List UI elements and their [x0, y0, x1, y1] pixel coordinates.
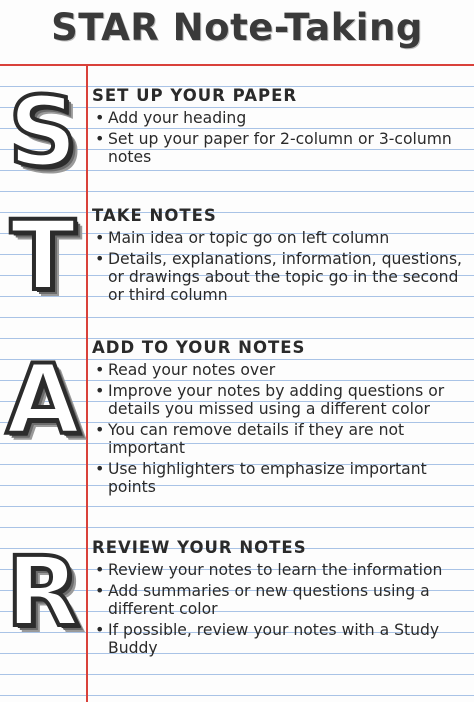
list-item: • Improve your notes by adding questions or details you missed using a different color — [92, 382, 470, 418]
section-heading: ADD TO YOUR NOTES — [92, 338, 306, 357]
list-item: • Set up your paper for 2-column or 3-column notes — [92, 130, 470, 166]
list-item: • Add your heading — [92, 109, 470, 127]
top-red-rule — [0, 64, 474, 66]
big-letter-t: T — [10, 200, 76, 312]
list-item: • Read your notes over — [92, 361, 470, 379]
section-take-notes — [92, 206, 470, 304]
section-review — [92, 538, 470, 657]
section-set-up — [92, 86, 470, 166]
list-item: • Details, explanations, information, questions, or drawings about the topic go in the second or third column — [92, 250, 470, 304]
bullet-list — [92, 561, 470, 657]
list-item: • If possible, review your notes with a Study Buddy — [92, 621, 470, 657]
bullet-list — [92, 109, 470, 166]
big-letter-r: R — [6, 536, 80, 648]
list-item: • Review your notes to learn the information — [92, 561, 470, 579]
big-letter-a: A — [5, 344, 81, 456]
list-item: • Use highlighters to emphasize important points — [92, 460, 470, 496]
list-item: • You can remove details if they are not important — [92, 421, 470, 457]
list-item: • Add summaries or new questions using a different color — [92, 582, 470, 618]
margin-red-line — [86, 64, 88, 702]
section-heading: REVIEW YOUR NOTES — [92, 538, 307, 557]
section-heading: TAKE NOTES — [92, 206, 217, 225]
list-item: • Main idea or topic go on left column — [92, 229, 470, 247]
page-title: STAR Note-Taking — [51, 6, 423, 49]
section-add-to — [92, 338, 470, 496]
bullet-list — [92, 361, 470, 496]
bullet-list — [92, 229, 470, 304]
big-letter-s: S — [8, 76, 78, 188]
section-heading: SET UP YOUR PAPER — [92, 86, 298, 105]
